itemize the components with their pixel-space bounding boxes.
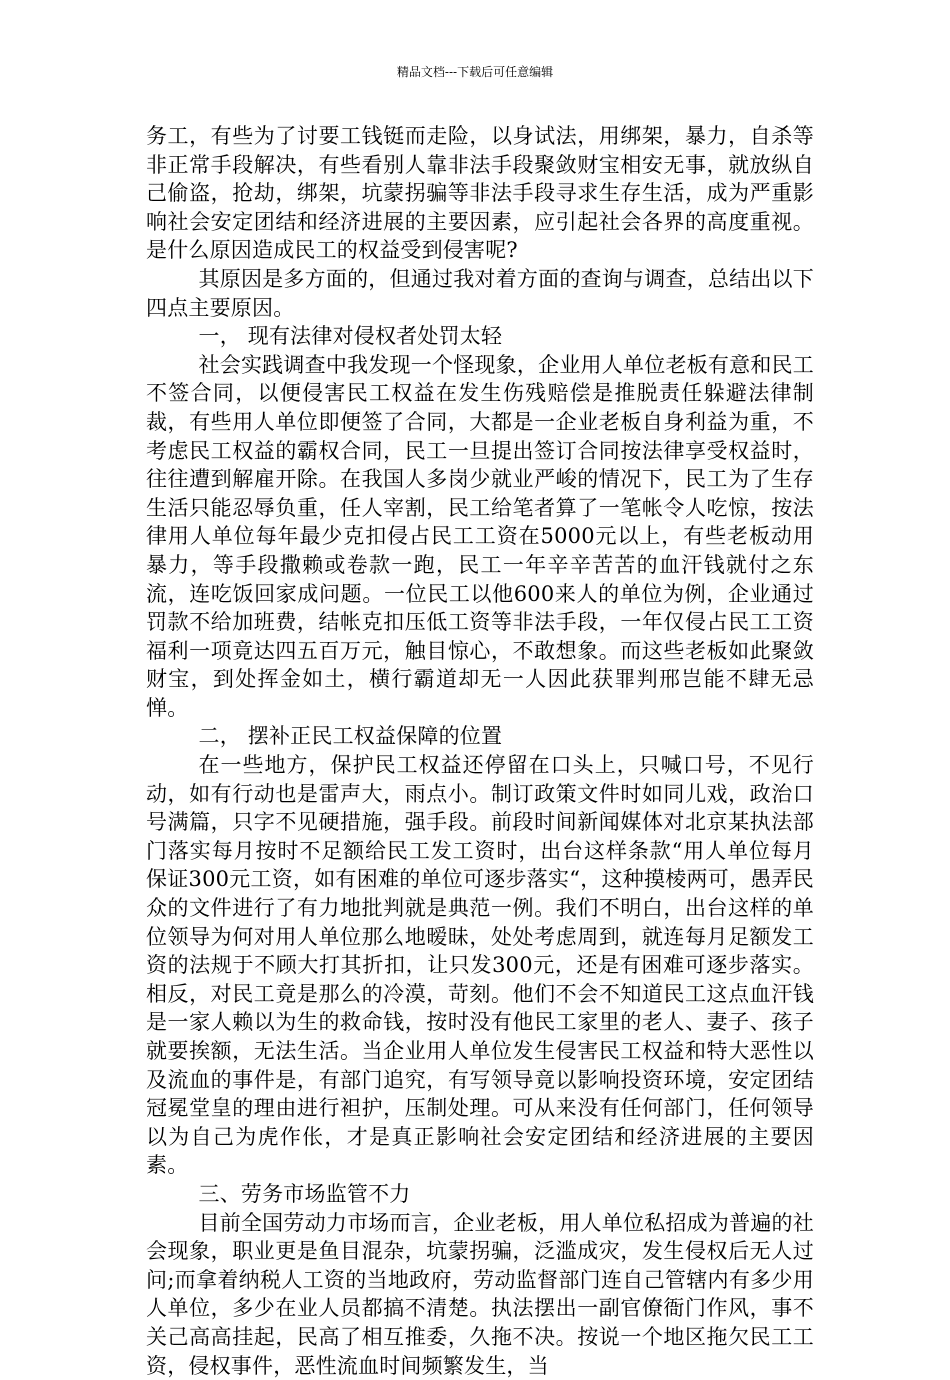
section-heading-2: 二， 摆补正民工权益保障的位置 [198, 724, 503, 749]
body-paragraph: 务工，有些为了讨要工钱铤而走险，以身试法，用绑架，暴力，自杀等非正常手段解决，有些看别人靠非法手段聚敛财宝相安无事，就放纵自己偷盗，抢劫，绑架，坑蒙拐骗等非法手段寻求生存生活，成为严重影响社会安定团结和经济进展的主要因素，应引起社会各界的高度重视。是什么原因造成民工的权益受到侵害呢? [146, 124, 814, 263]
section-heading-3: 三、劳务市场监管不力 [198, 1181, 411, 1206]
section-heading-1: 一， 现有法律对侵权者处罚太轻 [198, 324, 503, 349]
body-paragraph: 目前全国劳动力市场而言，企业老板，用人单位私招成为普遍的社会现象，职业更是鱼目混杂，坑蒙拐骗，泛滥成灾，发生侵权后无人过问;而拿着纳税人工资的当地政府，劳动监督部门连自己管辖内有多少用人单位，多少在业人员都搞不清楚。执法摆出一副官僚衙门作风，事不关己高高挂起，民高了相互推委，久拖不决。按说一个地区拖欠民工工资，侵权事件，恶性流血时间频繁发生，当 [146, 1210, 814, 1378]
body-paragraph: 在一些地方，保护民工权益还停留在口头上，只喊口号，不见行动，如有行动也是雷声大，雨点小。制订政策文件时如同儿戏，政治口号满篇，只字不见硬措施，强手段。前段时间新闻媒体对北京某执法部门落实每月按时不足额给民工发工资时，出台这样条款“用人单位每月保证300元工资，如有困难的单位可逐步落实“，这种摸棱两可，愚弄民众的文件进行了有力地批判就是典范一例。我们不明白，出台这样的单位领导为何对用人单位那么地暧昧，处处考虑周到，就连每月足额发工资的法规于不顾大打其折扣，让只发300元，还是有困难可逐步落实。相反，对民工竟是那么的冷漠，苛刻。他们不会不知道民工这点血汗钱是一家人赖以为生的救命钱，按时没有他民工家里的老人、妻子、孩子就要挨额，无法生活。当企业用人单位发生侵害民工权益和特大恶性以及流血的事件是，有部门追究，有写领导竟以影响投资环境，安定团结冠冕堂皇的理由进行袒护，压制处理。可从来没有任何部门，任何领导以为自己为虎作伥，才是真正影响社会安定团结和经济进展的主要因素。 [146, 753, 814, 1178]
body-paragraph: 其原因是多方面的，但通过我对着方面的查询与调查，总结出以下四点主要原因。 [146, 266, 814, 320]
body-paragraph: 社会实践调查中我发现一个怪现象，企业用人单位老板有意和民工不签合同，以便侵害民工权益在发生伤残赔偿是推脱责任躲避法律制裁，有些用人单位即便签了合同，大都是一企业老板自身利益为重，不考虑民工权益的霸权合同，民工一旦提出签订合同按法律享受权益时，往往遭到解雇开除。在我国人多岗少就业严峻的情况下，民工为了生存生活只能忍辱负重，任人宰割，民工给笔者算了一笔帐令人吃惊，按法律用人单位每年最少克扣侵占民工工资在5000元以上，有些老板动用暴力，等手段撒赖或卷款一跑，民工一年辛辛苦苦的血汗钱就付之东流，连吃饭回家成问题。一位民工以他600来人的单位为例，企业通过罚款不给加班费，结帐克扣压低工资等非法手段，一年仅侵占民工工资福利一项竟达四五百万元，触目惊心，不敢想象。而这些老板如此聚敛财宝，到处挥金如土，横行霸道却无一人因此获罪判邢岂能不肆无忌惮。 [146, 352, 814, 720]
document-body [146, 122, 814, 1380]
page-header: 精品文档---下载后可任意编辑 [396, 65, 554, 79]
